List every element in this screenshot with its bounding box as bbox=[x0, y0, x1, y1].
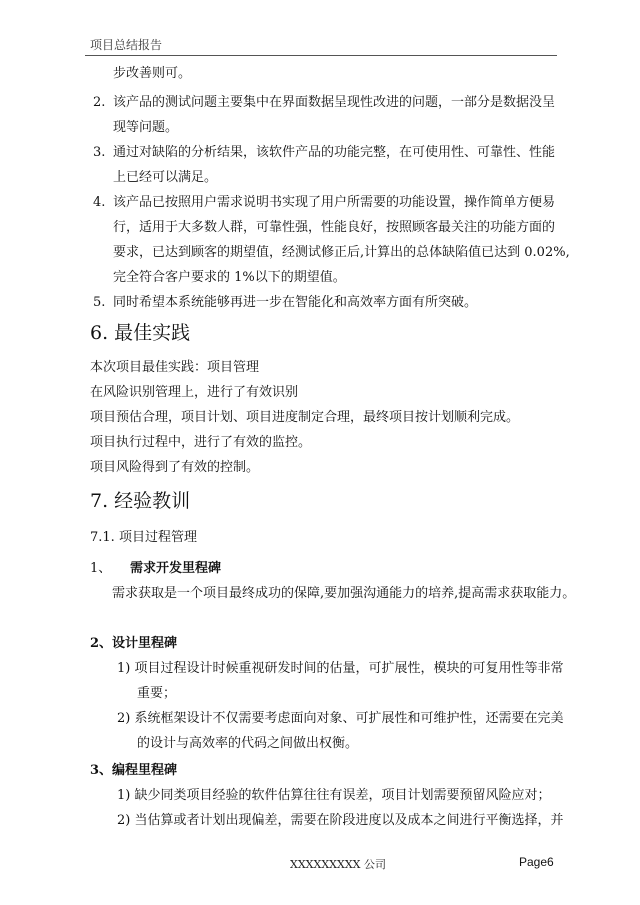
list-item-text: 重要； bbox=[137, 686, 177, 701]
milestone-number: 1、 bbox=[90, 561, 112, 576]
subsection-heading: 7.1. 项目过程管理 bbox=[90, 530, 197, 545]
list-item-number: 4. bbox=[93, 195, 106, 210]
list-item-text: 行，适用于大多数人群，可靠性强，性能良好，按照顾客最关注的功能方面的 bbox=[113, 220, 556, 235]
paragraph: 项目执行过程中，进行了有效的监控。 bbox=[90, 435, 312, 450]
page-number: Page6 bbox=[519, 855, 554, 869]
milestone-title: 3、编程里程碑 bbox=[90, 763, 178, 778]
list-item-text: 该产品的测试问题主要集中在界面数据呈现性改进的问题，一部分是数据没呈 bbox=[113, 95, 556, 110]
list-item-text: 的设计与高效率的代码之间做出权衡。 bbox=[137, 736, 359, 751]
list-item-number: 3. bbox=[93, 145, 106, 160]
list-item-text: 1) 项目过程设计时候重视研发时间的估量，可扩展性，模块的可复用性等非常 bbox=[117, 661, 564, 676]
list-item-number: 5. bbox=[93, 295, 106, 310]
list-item-text: 通过对缺陷的分析结果，该软件产品的功能完整，在可使用性、可靠性、性能 bbox=[113, 145, 556, 160]
list-item-text: 该产品已按照用户需求说明书实现了用户所需要的功能设置，操作简单方便易 bbox=[113, 195, 556, 210]
milestone-title: 需求开发里程碑 bbox=[130, 561, 222, 576]
list-item-number: 2. bbox=[93, 95, 106, 110]
paragraph: 在风险识别管理上，进行了有效识别 bbox=[90, 385, 299, 400]
list-item-text: 2) 当估算或者计划出现偏差，需要在阶段进度以及成本之间进行平衡选择，并 bbox=[117, 813, 564, 828]
list-item-text: 要求，已达到顾客的期望值，经测试修正后,计算出的总体缺陷值已达到 0.02%, bbox=[113, 245, 570, 260]
list-item-text: 完全符合客户要求的 1%以下的期望值。 bbox=[113, 270, 346, 285]
footer-company: XXXXXXXXX 公司 bbox=[290, 858, 386, 871]
paragraph: 项目预估合理，项目计划、项目进度制定合理，最终项目按计划顺利完成。 bbox=[90, 410, 520, 425]
milestone-title: 2、设计里程碑 bbox=[90, 636, 178, 651]
list-item-text: 1) 缺少同类项目经验的软件估算往往有误差，项目计划需要预留风险应对； bbox=[117, 788, 551, 803]
section-heading: 7. 经验教训 bbox=[90, 490, 191, 512]
paragraph: 项目风险得到了有效的控制。 bbox=[90, 460, 260, 475]
section-heading: 6. 最佳实践 bbox=[90, 322, 191, 344]
list-item-text: 同时希望本系统能够再进一步在智能化和高效率方面有所突破。 bbox=[113, 295, 478, 310]
page-header: 项目总结报告 bbox=[90, 38, 163, 52]
list-item-continuation: 步改善则可。 bbox=[113, 66, 192, 81]
paragraph: 本次项目最佳实践：项目管理 bbox=[90, 360, 260, 375]
list-item-text: 上已经可以满足。 bbox=[113, 170, 218, 185]
list-item-text: 2) 系统框架设计不仅需要考虑面向对象、可扩展性和可维护性，还需要在完美 bbox=[117, 711, 564, 726]
paragraph: 需求获取是一个项目最终成功的保障,要加强沟通能力的培养,提高需求获取能力。 bbox=[112, 586, 576, 601]
list-item-text: 现等问题。 bbox=[113, 120, 179, 135]
header-divider bbox=[85, 55, 557, 56]
